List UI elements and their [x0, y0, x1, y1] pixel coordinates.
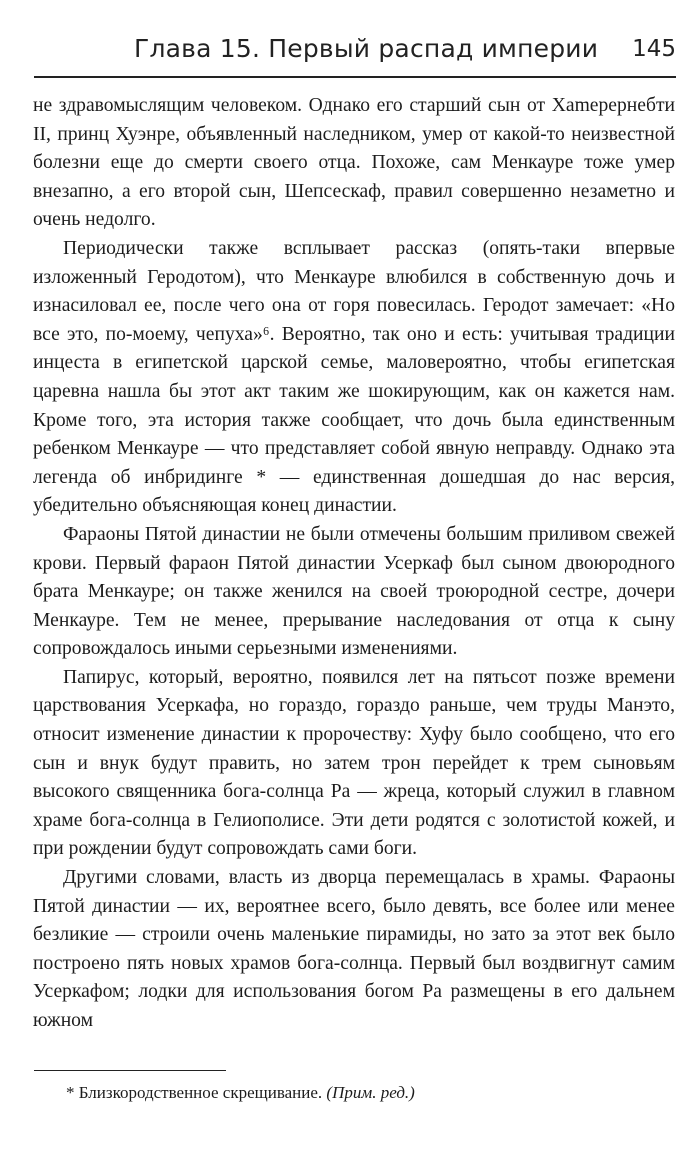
- paragraph: Периодически также всплывает рассказ (опять-таки впервые изложенный Геродотом), что Менкауре влюбился в собственную дочь и изнасиловал ее, после чего она от горя повесилась. Геродот замечает: «Но все это, по-моему, чепуха»⁶. Вероятно, так оно и есть: учитывая традиции инцеста в египетской царской семье, маловероятно, чтобы египетская царевна нашла бы этот акт таким же шокирующим, как он кажется нам. Кроме того, эта история также сообщает, что дочь была единственным ребенком Менкауре — что представляет собой явную неправду. Однако эта легенда об инбридинге * — единственная дошедшая до нас версия, убедительно объясняющая конец династии.: [33, 237, 675, 517]
- footnote-divider: [34, 1070, 226, 1071]
- footnote: [66, 1082, 675, 1104]
- paragraph: Другими словами, власть из дворца перемещалась в храмы. Фараоны Пятой династии — их, вероятнее всего, было девять, все более или менее безликие — строили очень маленькие пирамиды, но зато за этот век было построено пять новых храмов бога-солнца. Первый был воздвигнут самим Усеркафом; лодки для использования богом Ра размещены в его дальнем южном: [33, 867, 675, 1031]
- paragraph: Фараоны Пятой династии не были отмечены большим приливом свежей крови. Первый фараон Пятой династии Усеркаф был сыном двоюродного брата Менкауре; он также женился на своей троюродной сестре, дочери Менкауре. Тем не менее, прерывание наследования от отца к сыну сопровождалось иными серьезными изменениями.: [33, 523, 675, 660]
- footnote-text: * Близкородственное скрещивание.: [66, 1083, 323, 1102]
- page-number: 145: [632, 36, 676, 62]
- footnote-editor-note: (Прим. ред.): [326, 1083, 415, 1102]
- paragraph: не здравомыслящим человеком. Однако его старший сын от Хаmерернебти II, принц Хуэнре, объявленный наследником, умер от какой-то неизвестной болезни еще до смерти своего отца. Похоже, сам Менкауре тоже умер внезапно, а его второй сын, Шепсескаф, правил совершенно незаметно и очень недолго.: [33, 95, 675, 231]
- paragraph: Папирус, который, вероятно, появился лет на пятьсот позже времени царствования Усеркафа, но гораздо, гораздо раньше, чем труды Манэто, относит изменение династии к пророчеству: Хуфу было сообщено, что его сын и внук будут править, но затем трон перейдет к трем сыновьям высокого священника бога-солнца Ра — жреца, который служил в главном храме бога-солнца в Гелиополисе. Эти дети родятся с золотистой кожей, и при рождении будут сопровождать сами боги.: [33, 666, 675, 860]
- running-header: [34, 30, 676, 78]
- body-text: [33, 92, 675, 1036]
- chapter-title: Глава 15. Первый распад империи: [134, 34, 599, 63]
